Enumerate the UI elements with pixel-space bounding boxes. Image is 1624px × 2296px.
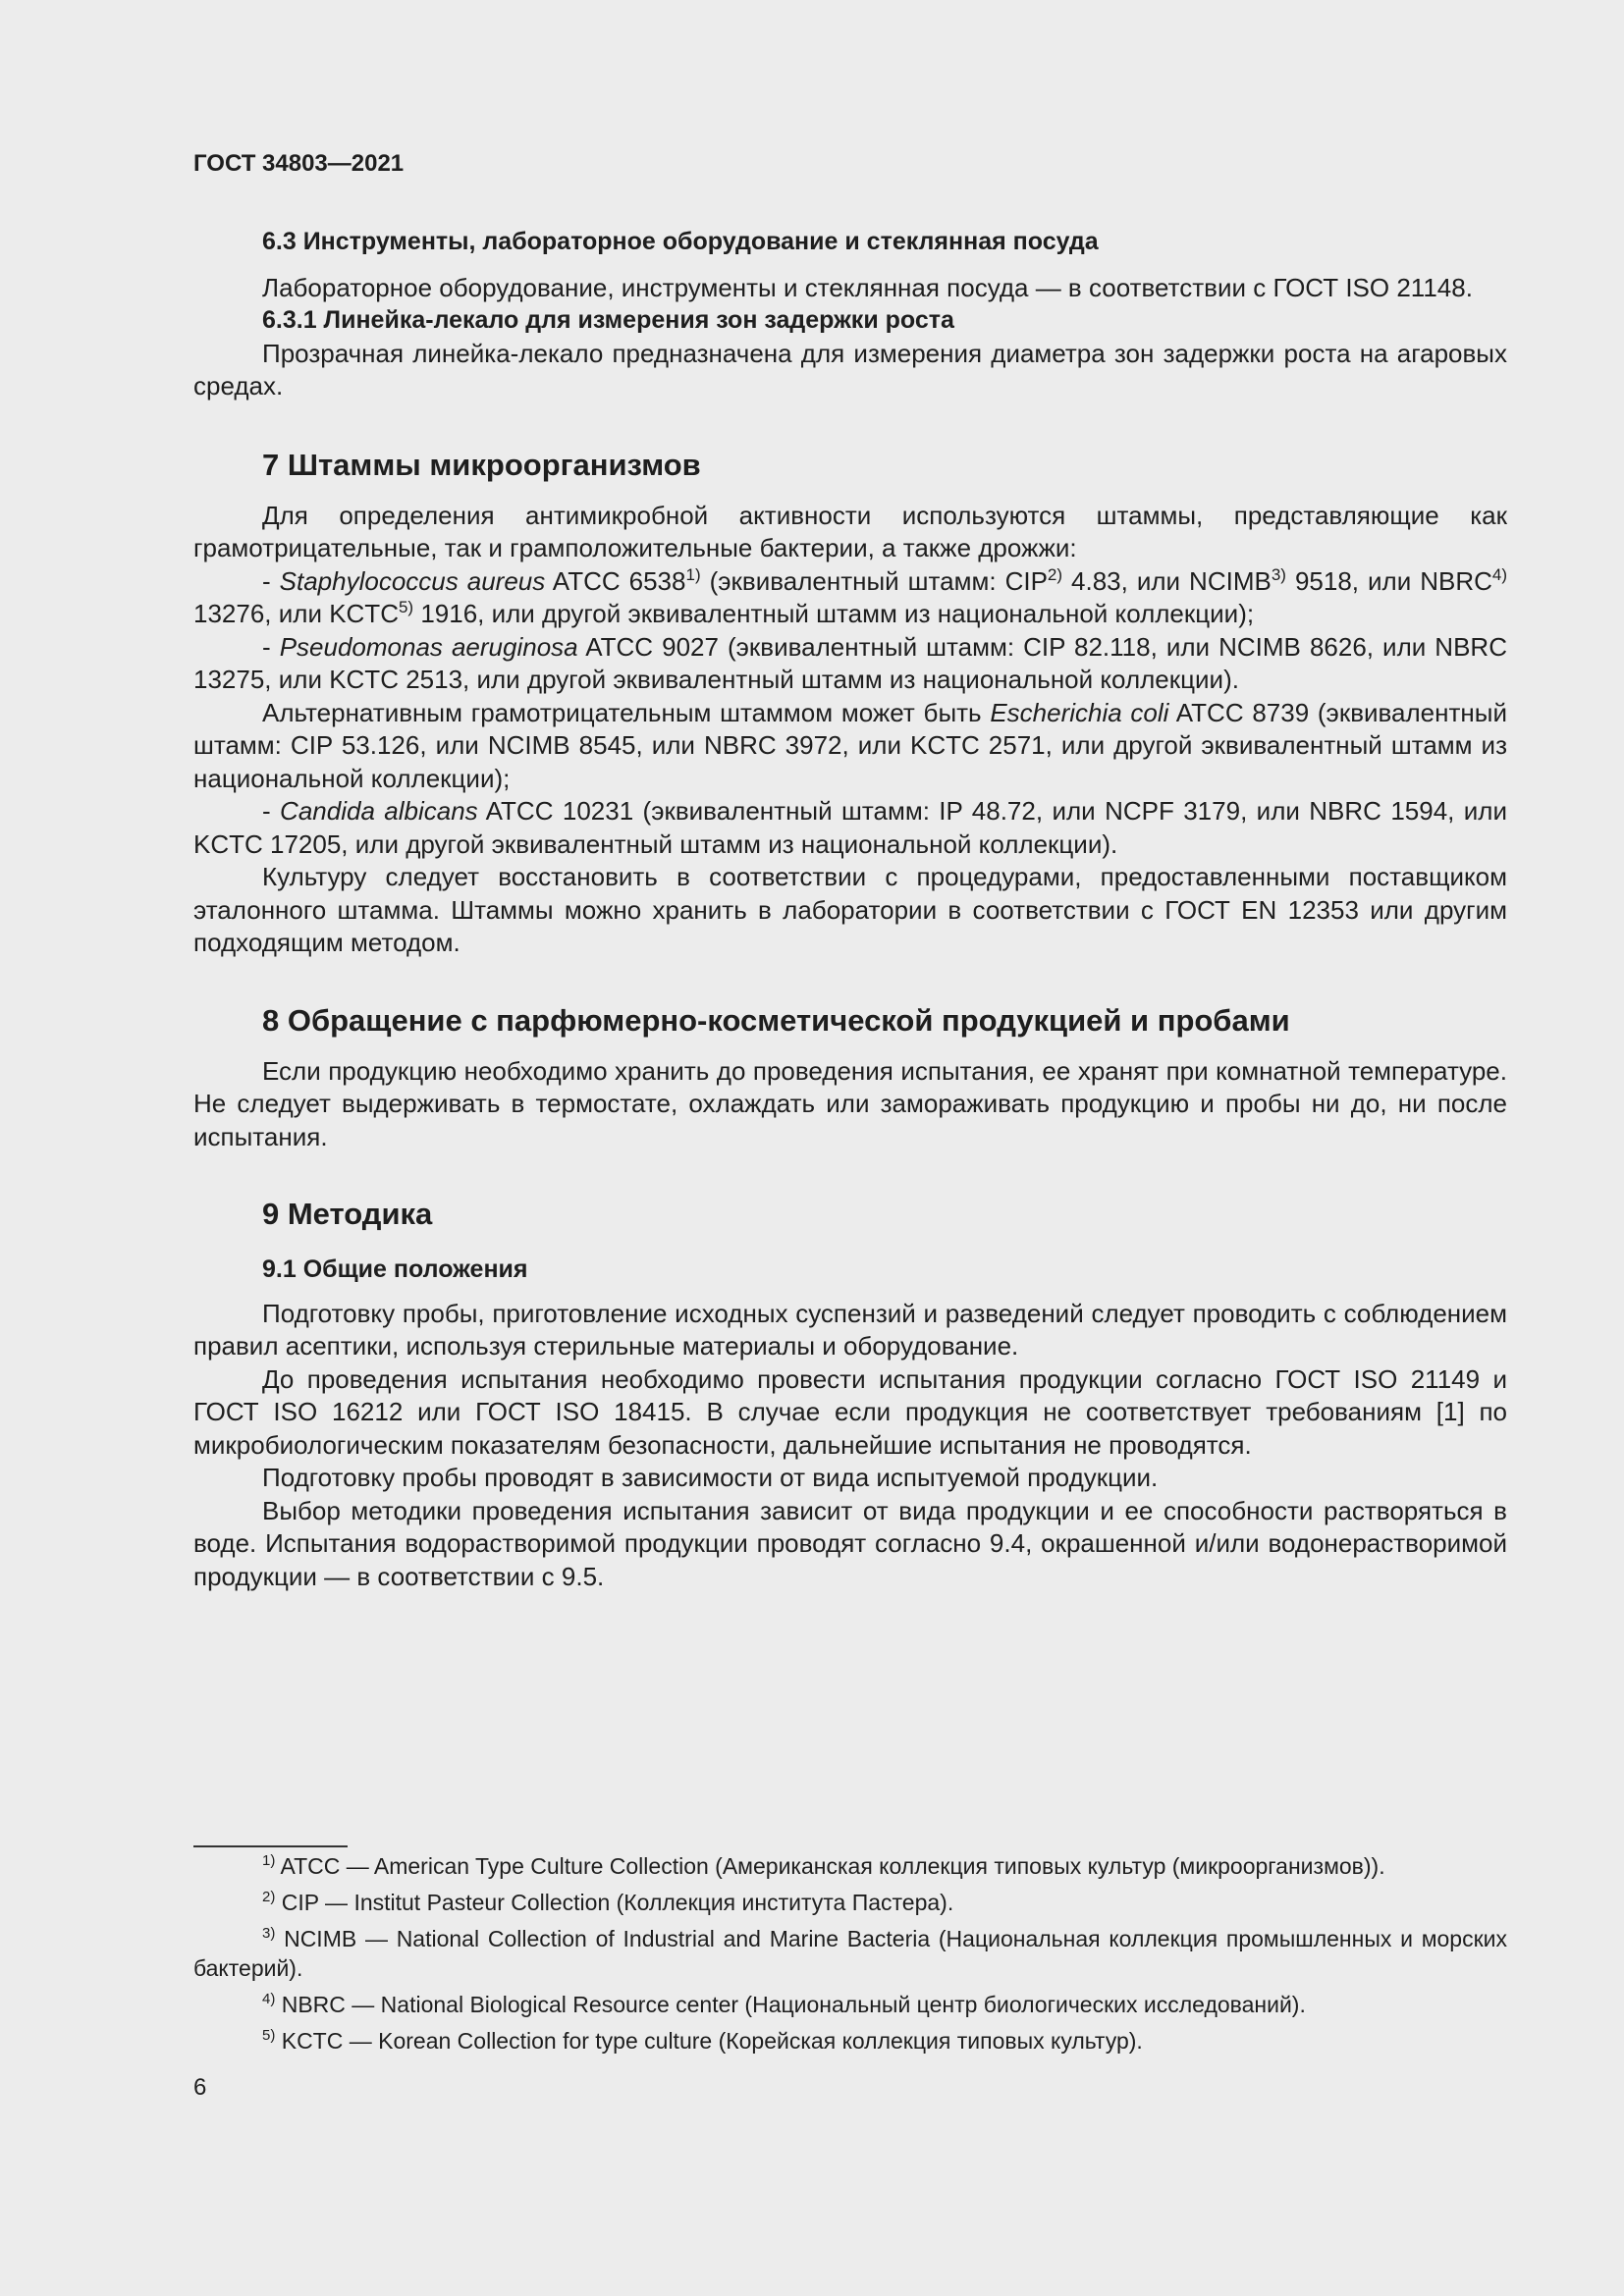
footnote-mark: 2) bbox=[262, 1889, 276, 1905]
heading-6-3-1: 6.3.1 Линейка-лекало для измерения зон задержки роста bbox=[262, 306, 954, 334]
footnote-ref: 4) bbox=[1491, 564, 1508, 584]
footnote-ref: 2) bbox=[1047, 564, 1063, 584]
species-name: Staphylococcus aureus bbox=[279, 565, 546, 596]
footnote-mark: 5) bbox=[262, 2027, 276, 2044]
footnote: $^{3)}$ NCIMB — National Collection of Industrial and Marine Bacteria (Национальная коллекция промышленных и морских бактерий). bbox=[193, 1925, 1507, 1981]
heading-8: 8 Обращение с парфюмерно-косметической продукцией и пробами bbox=[262, 1002, 1290, 1038]
list-item-staphylococcus: - Staphylococcus aureus ATCC 6538$^{1)}$ (эквивалентный штамм: CIP$^{2)}$ 4.83, или NCIMB$^{3)}$ 9518, или NBRC$^{4)}$ 13276, или KCTC$^{5)}$ 1916, или другой эквивалентный штамм из национальной коллекции); bbox=[193, 564, 1508, 628]
paragraph-9-1-b: До проведения испытания необходимо провести испытания продукции согласно ГОСТ ISO 21149 и ГОСТ ISO 16212 или ГОСТ ISO 18415. В случае если продукция не соответствует требованиям [1] по микробиологическим показателям безопасности, дальнейшие испытания не проводятся. bbox=[193, 1363, 1507, 1460]
footnote-ref: 5) bbox=[398, 598, 414, 616]
heading-9-1: 9.1 Общие положения bbox=[262, 1255, 528, 1283]
footnote: $^{2)}$ CIP — Institut Pasteur Collection (Коллекция института Пастера). bbox=[262, 1889, 954, 1915]
page-number: 6 bbox=[193, 2074, 207, 2101]
paragraph-9-1-c: Подготовку пробы проводят в зависимости от вида испытуемой продукции. bbox=[262, 1463, 1159, 1492]
footnotes bbox=[193, 1851, 1507, 2062]
paragraph-7-intro: Для определения антимикробной активности используются штаммы, представляющие как грамотрицательные, так и грамположительные бактерии, а также дрожжи: bbox=[193, 500, 1507, 562]
list-item-pseudomonas: - Pseudomonas aeruginosa ATCC 9027 (эквивалентный штамм: CIP 82.118, или NCIMB 8626, или NBRC 13275, или KCTC 2513, или другой эквивалентный штамм из национальной коллекции). bbox=[193, 631, 1507, 694]
footnote-mark: 1) bbox=[262, 1852, 276, 1869]
paragraph-6-3: Лабораторное оборудование, инструменты и стеклянная посуда — в соответствии с ГОСТ ISO 21148. bbox=[262, 272, 1473, 302]
footnote-mark: 4) bbox=[262, 1991, 276, 2007]
heading-9: 9 Методика bbox=[262, 1197, 433, 1231]
body-text bbox=[193, 226, 1507, 1593]
heading-6-3: 6.3 Инструменты, лабораторное оборудование и стеклянная посуда bbox=[262, 228, 1099, 255]
footnote-ref: 1) bbox=[685, 564, 701, 584]
paragraph-9-1-d: Выбор методики проведения испытания зависит от вида продукции и ее способности растворяться в воде. Испытания водорастворимой продукции проводят согласно 9.4, окрашенной и/или водонерастворимой продукции — в соответствии с 9.5. bbox=[193, 1495, 1507, 1591]
species-name: Candida albicans bbox=[280, 796, 478, 826]
footnote: $^{4)}$ NBRC — National Biological Resource center (Национальный центр биологических исследований). bbox=[262, 1991, 1306, 2017]
paragraph-8: Если продукцию необходимо хранить до проведения испытания, ее хранят при комнатной температуре. Не следует выдерживать в термостате, охлаждать или замораживать продукцию и пробы ни до, ни после испытания. bbox=[193, 1055, 1507, 1151]
paragraph-6-3-1: Прозрачная линейка-лекало предназначена для измерения диаметра зон задержки роста на агаровых средах. bbox=[193, 338, 1507, 400]
footnote: $^{1)}$ ATCC — American Type Culture Collection (Американская коллекция типовых культур (микроорганизмов)). bbox=[262, 1852, 1385, 1879]
paragraph-alternative-strain: Альтернативным грамотрицательным штаммом может быть Escherichia coli ATCC 8739 (эквивалентный штамм: CIP 53.126, или NCIMB 8545, или NBRC 3972, или KCTC 2571, или другой эквивалентный штамм из национальной коллекции); bbox=[193, 697, 1507, 793]
species-name: Pseudomonas aeruginosa bbox=[279, 631, 578, 662]
footnote-separator bbox=[193, 1845, 348, 1847]
footnote-ref: 3) bbox=[1271, 564, 1286, 584]
running-header: ГОСТ 34803—2021 bbox=[193, 150, 405, 177]
footnote-mark: 3) bbox=[262, 1925, 276, 1942]
paragraph-culture: Культуру следует восстановить в соответствии с процедурами, предоставленными поставщиком эталонного штамма. Штаммы можно хранить в лаборатории в соответствии с ГОСТ EN 12353 или другим подходящим методом. bbox=[193, 862, 1507, 957]
footnote: $^{5)}$ KCTC — Korean Collection for type culture (Корейская коллекция типовых культур). bbox=[262, 2027, 1143, 2054]
list-item-candida: - Candida albicans ATCC 10231 (эквивалентный штамм: IP 48.72, или NCPF 3179, или NBRC 1594, или KCTC 17205, или другой эквивалентный штамм из национальной коллекции). bbox=[193, 796, 1507, 859]
heading-7: 7 Штаммы микроорганизмов bbox=[262, 447, 701, 482]
paragraph-9-1-a: Подготовку пробы, приготовление исходных суспензий и разведений следует проводить с соблюдением правил асептики, используя стерильные материалы и оборудование. bbox=[193, 1298, 1507, 1361]
species-name: Escherichia coli bbox=[990, 697, 1169, 727]
